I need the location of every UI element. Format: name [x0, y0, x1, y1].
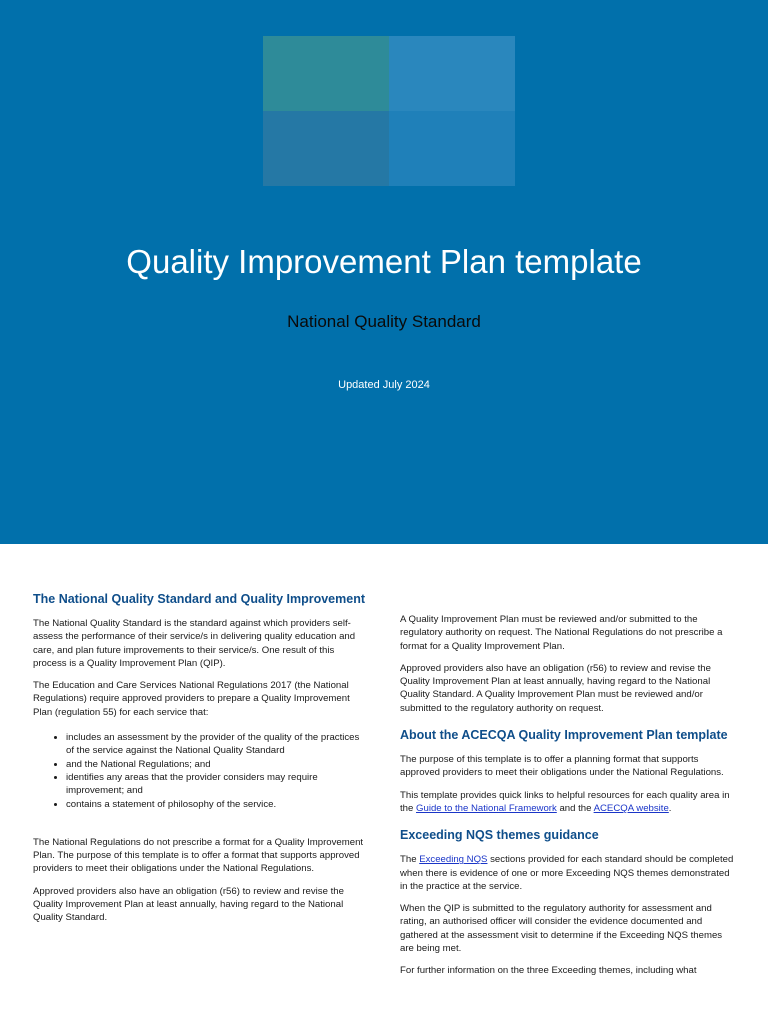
list-item: • identifies any areas that the provider considers may require improvement; and — [66, 771, 369, 798]
exceeding-nqs-link[interactable]: Exceeding NQS — [419, 854, 488, 866]
section-heading-nqs-quality-improvement: The National Quality Standard and Quality Improvement — [33, 592, 366, 606]
paragraph: For further information on the three Exceeding themes, including what — [400, 965, 697, 977]
acecqa-website-link[interactable]: ACECQA website — [593, 802, 669, 814]
paragraph: The National Regulations do not prescribe a format for a Quality Improvement Plan. The purpose of this template is to offer a format that supports approved providers to meet their obligations under the National Regulations. — [33, 836, 364, 875]
paragraph: The National Quality Standard is the standard against which providers self-assess the performance of their service/s in delivering quality education and care, and plan future improvements to their service/s. One result of this process is a Quality Improvement Plan (QIP). — [33, 618, 356, 669]
guide-national-framework-link[interactable]: Guide to the National Framework — [416, 802, 557, 814]
text: sections provided for each standard should be completed when there is evidence of one or more Exceeding NQS themes demonstrated in the practice at the service. — [400, 854, 734, 892]
text: This template provides quick links to helpful resources for each quality area in the — [400, 789, 730, 814]
list-item: • contains a statement of philosophy of the service. — [66, 798, 369, 811]
logo-tile-top-right — [389, 36, 515, 111]
paragraph: The Education and Care Services National Regulations 2017 (the National Regulations) require approved providers to prepare a Quality Improvement Plan (regulation 55) for each service that: — [33, 680, 350, 718]
text: . — [668, 802, 672, 814]
logo-tile-top-left — [263, 36, 389, 111]
paragraph-with-link — [400, 853, 738, 893]
paragraph: When the QIP is submitted to the regulatory authority for assessment and rating, an authorised officer will consider the evidence documented and gathered at the assessment visit to determine if the Exceeding NQS themes are being met. — [400, 903, 723, 955]
logo-tile-bottom-right — [389, 111, 515, 186]
text: and the — [556, 802, 594, 814]
section-heading-about-template: About the ACECQA Quality Improvement Plan template — [400, 728, 728, 743]
document-subtitle: National Quality Standard — [287, 312, 481, 331]
section-heading-exceeding-nqs: Exceeding NQS themes guidance — [400, 828, 599, 843]
paragraph-with-links — [400, 789, 738, 816]
logo-tile-bottom-left — [263, 111, 389, 186]
list-item: • includes an assessment by the provider of the quality of the practices of the service against the National Quality Standard — [66, 731, 369, 758]
paragraph: A Quality Improvement Plan must be reviewed and/or submitted to the regulatory authority on request. The National Regulations do not prescribe a format for a Quality Improvement Plan. — [400, 614, 723, 652]
document-title: Quality Improvement Plan template — [126, 243, 642, 280]
right-column — [400, 613, 738, 987]
paragraph: The purpose of this template is to offer a planning format that supports approved providers to meet their obligations under the National Regulations. — [400, 754, 724, 779]
paragraph: Approved providers also have an obligation (r56) to review and revise the Quality Improvement Plan at least annually, having regard to the National Quality Standard. — [33, 885, 344, 924]
left-column — [33, 591, 369, 934]
text: The — [400, 854, 420, 866]
paragraph: Approved providers also have an obligation (r56) to review and revise the Quality Improvement Plan at least annually, having regard to the National Quality Standard. A Quality Improvement Plan must be reviewed and/or submitted to the regulatory authority on request. — [400, 662, 711, 714]
updated-date: Updated July 2024 — [338, 379, 430, 391]
list-item: • and the National Regulations; and — [66, 758, 369, 771]
logo-icon — [263, 36, 515, 186]
requirements-list — [33, 731, 369, 811]
